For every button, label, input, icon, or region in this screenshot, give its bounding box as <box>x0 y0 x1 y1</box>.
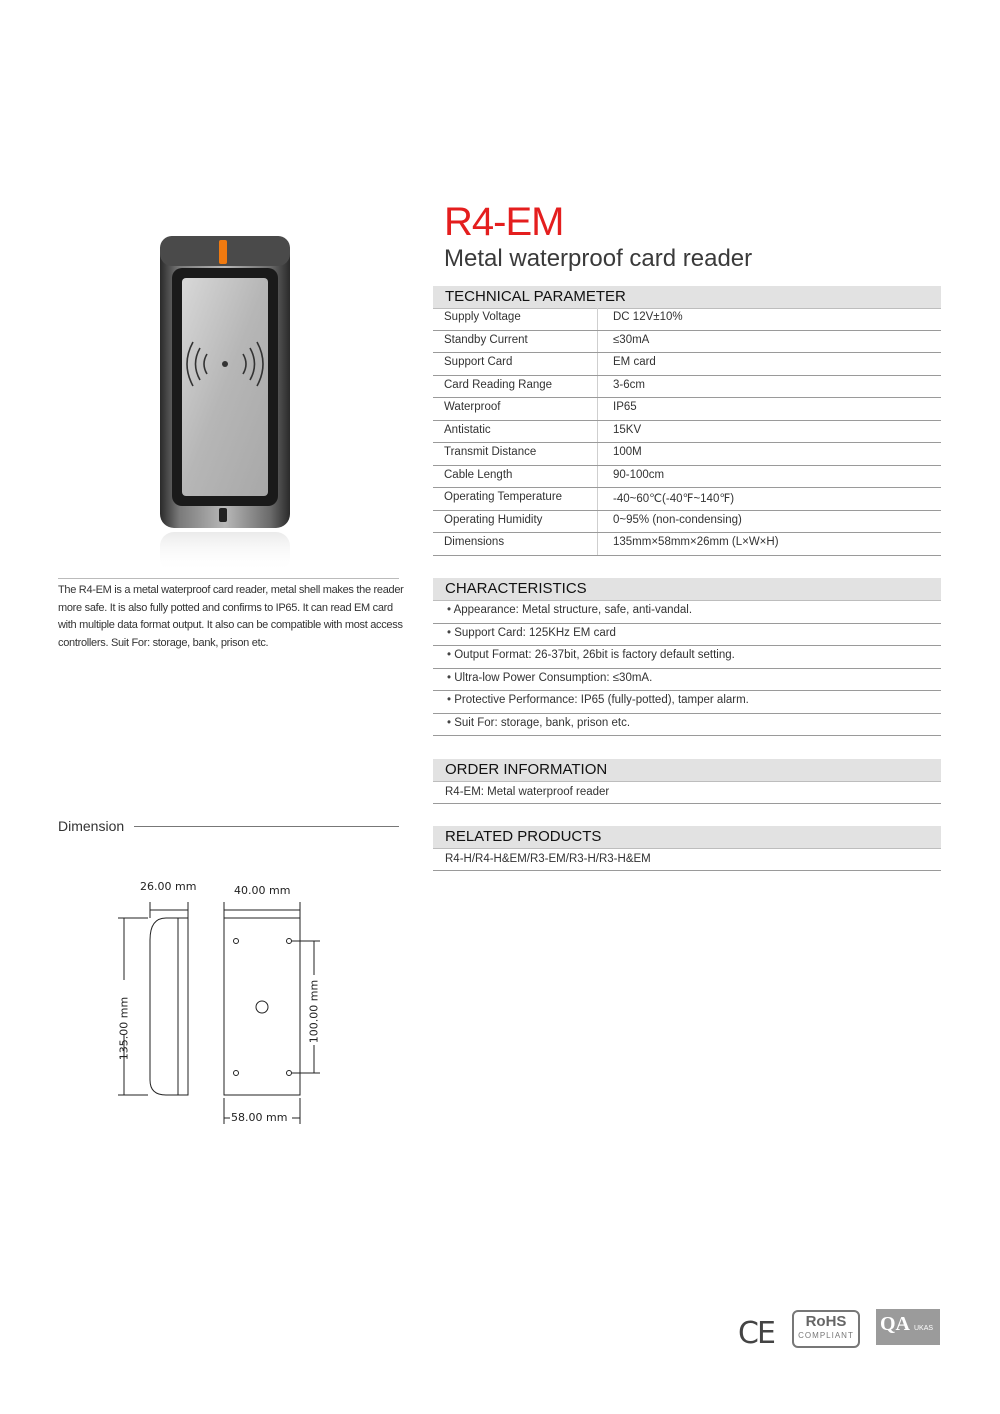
table-row <box>433 308 941 331</box>
param-value: IP65 <box>613 401 637 413</box>
param-value: 135mm×58mm×26mm (L×W×H) <box>613 536 779 548</box>
param-name: Dimensions <box>444 536 505 548</box>
technical-header <box>433 286 941 309</box>
characteristic-text: • Suit For: storage, bank, prison etc. <box>447 717 630 729</box>
table-row <box>433 533 941 556</box>
order-text: R4-EM: Metal waterproof reader <box>445 786 610 798</box>
param-name: Waterproof <box>444 401 501 413</box>
list-item <box>433 714 941 737</box>
characteristic-text: • Ultra-low Power Consumption: ≤30mA. <box>447 672 652 684</box>
table-row <box>433 331 941 354</box>
param-value: EM card <box>613 356 656 368</box>
param-value: DC 12V±10% <box>613 311 683 323</box>
list-item <box>433 669 941 692</box>
list-item <box>433 624 941 647</box>
table-row <box>433 466 941 489</box>
technical-table <box>433 308 941 556</box>
dimension-divider <box>134 826 399 827</box>
order-heading: ORDER INFORMATION <box>445 761 608 778</box>
related-row <box>433 850 941 871</box>
order-row <box>433 783 941 804</box>
table-row <box>433 353 941 376</box>
characteristic-text: • Appearance: Metal structure, safe, anti-vandal. <box>447 604 692 616</box>
param-name: Cable Length <box>444 468 513 481</box>
characteristic-text: • Support Card: 125KHz EM card <box>447 627 616 639</box>
param-name: Antistatic <box>444 423 491 436</box>
characteristics-header <box>433 578 941 601</box>
related-heading: RELATED PRODUCTS <box>445 828 602 845</box>
dimension-heading: Dimension <box>58 818 125 834</box>
param-name: Standby Current <box>444 333 528 346</box>
param-value: -40~60℃(-40℉~140℉) <box>613 493 735 505</box>
dimension-drawing <box>100 870 340 1140</box>
ce-logo: CE <box>738 1316 774 1351</box>
description-divider <box>58 578 399 579</box>
rohs-logo-subtitle: COMPLIANT <box>798 1331 854 1340</box>
dimension-depth: 26.00 mm <box>140 880 197 893</box>
table-row <box>433 421 941 444</box>
param-value: 100M <box>613 446 642 458</box>
order-header <box>433 759 941 782</box>
table-row <box>433 376 941 399</box>
related-text: R4-H/R4-H&EM/R3-EM/R3-H/R3-H&EM <box>445 853 651 865</box>
param-value: 3-6cm <box>613 378 645 391</box>
technical-heading: TECHNICAL PARAMETER <box>445 288 626 305</box>
rohs-logo-title: RoHS <box>805 1313 847 1330</box>
param-name: Support Card <box>444 356 513 368</box>
list-item <box>433 601 941 624</box>
table-row <box>433 398 941 421</box>
ukas-logo-mark: UKAS <box>914 1325 934 1332</box>
param-name: Transmit Distance <box>444 446 537 458</box>
product-model: R4-EM <box>444 200 564 244</box>
characteristics-list <box>433 601 941 736</box>
table-row <box>433 511 941 534</box>
characteristic-text: • Output Format: 26-37bit, 26bit is factory default setting. <box>447 649 735 661</box>
param-name: Card Reading Range <box>444 378 553 391</box>
dimension-width-bottom: 58.00 mm <box>231 1111 288 1124</box>
param-value: 0~95% (non-condensing) <box>613 513 742 526</box>
list-item <box>433 691 941 714</box>
param-value: 15KV <box>613 423 642 436</box>
qa-logo-mark: QA <box>880 1313 910 1335</box>
characteristic-text: • Protective Performance: IP65 (fully-potted), tamper alarm. <box>447 694 749 706</box>
related-header <box>433 826 941 849</box>
table-row <box>433 443 941 466</box>
product-image <box>155 232 295 572</box>
dimension-width-top: 40.00 mm <box>234 884 291 897</box>
list-item <box>433 646 941 669</box>
qa-logo <box>876 1309 940 1345</box>
product-description: The R4-EM is a metal waterproof card reader, metal shell makes the reader more safe. It is also fully potted and confirms to IP65. It can read EM card with multiple data format output. It also can be compatible with most access controllers. Suit For: storage, bank, prison etc. <box>58 584 404 649</box>
param-name: Supply Voltage <box>444 311 521 323</box>
param-name: Operating Humidity <box>444 513 543 526</box>
characteristics-heading: CHARACTERISTICS <box>445 580 587 597</box>
param-value: 90-100cm <box>613 468 665 481</box>
dimension-hole-spacing: 100.00 mm <box>307 979 321 1044</box>
param-name: Operating Temperature <box>444 491 563 503</box>
dimension-height: 135.00 mm <box>117 996 131 1061</box>
param-value: ≤30mA <box>613 333 650 346</box>
product-subtitle: Metal waterproof card reader <box>444 245 753 272</box>
rohs-logo <box>792 1310 860 1348</box>
table-row <box>433 488 941 511</box>
